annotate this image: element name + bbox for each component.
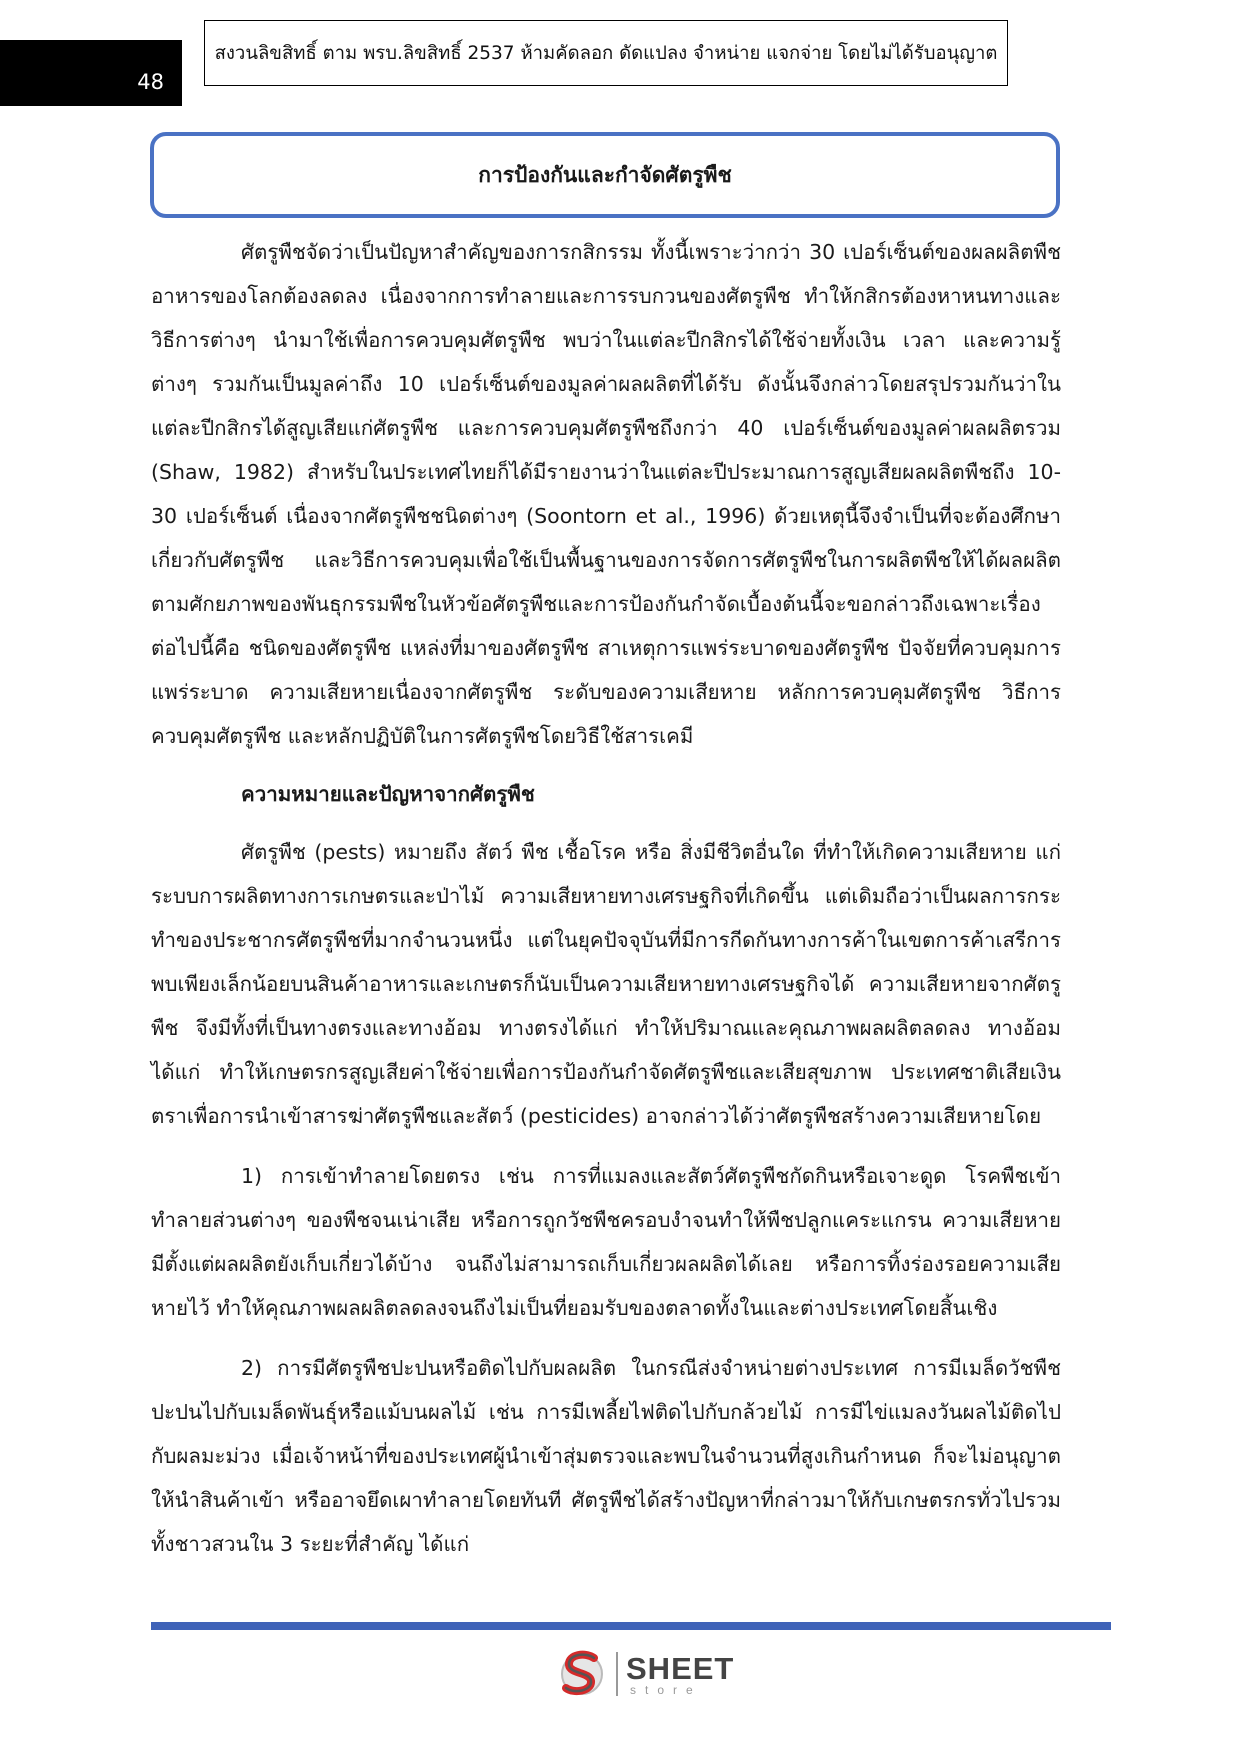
section-heading: ความหมายและปัญหาจากศัตรูพืช xyxy=(241,782,535,806)
logo-divider xyxy=(616,1652,618,1696)
definition-paragraph: ศัตรูพืช (pests) หมายถึง สัตว์ พืช เชื้อโรค หรือ สิ่งมีชีวิตอื่นใด ที่ทำให้เกิดความเสียหาย แก่ระบบการผลิตทางการเกษตรและป่าไม้ ความเสียหายทางเศรษฐกิจที่เกิดขึ้น แต่เดิมถือว่าเป็นผลการกระทำของประชากรศัตรูพืชที่มากจำนวนหนึ่ง แต่ในยุคปัจจุบันที่มีการกีดกันทางการค้าในเขตการค้าเสรีการพบเพียงเล็กน้อยบนสินค้าอาหารและเกษตรก็นับเป็นความเสียหายทางเศรษฐกิจได้ ความเสียหายจากศัตรูพืช จึงมีทั้งที่เป็นทางตรงและทางอ้อม ทางตรงได้แก่ ทำให้ปริมาณและคุณภาพผลผลิตลดลง ทางอ้อมได้แก่ ทำให้เกษตรกรสูญเสียค่าใช้จ่ายเพื่อการป้องกันกำจัดศัตรูพืชและเสียสุขภาพ ประเทศชาติเสียเงินตราเพื่อการนำเข้าสารฆ่าศัตรูพืชและสัตว์ (pesticides) อาจกล่าวได้ว่าศัตรูพืชสร้างความเสียหายโดย xyxy=(151,840,1061,1128)
document-body xyxy=(151,230,1061,1566)
logo-subtitle: store xyxy=(630,1682,702,1697)
copyright-notice: สงวนลิขสิทธิ์ ตาม พรบ.ลิขสิทธิ์ 2537 ห้ามคัดลอก ดัดแปลง จำหน่าย แจกจ่าย โดยไม่ได้รับอนุญาต xyxy=(204,20,1008,86)
list-item: 2) การมีศัตรูพืชปะปนหรือติดไปกับผลผลิต ในกรณีส่งจำหน่ายต่างประเทศ การมีเมล็ดวัชพืชปะปนไปกับเมล็ดพันธุ์หรือแม้บนผลไม้ เช่น การมีเพลี้ยไฟติดไปกับกล้วยไม้ การมีไข่แมลงวันผลไม้ติดไปกับผลมะม่วง เมื่อเจ้าหน้าที่ของประเทศผู้นำเข้าสุ่มตรวจและพบในจำนวนที่สูงเกินกำหนด ก็จะไม่อนุญาตให้นำสินค้าเข้า หรืออาจยึดเผาทำลายโดยทันที ศัตรูพืชได้สร้างปัญหาที่กล่าวมาให้กับเกษตรกรทั่วไปรวมทั้งชาวสวนใน 3 ระยะที่สำคัญ ได้แก่ xyxy=(151,1356,1061,1556)
logo-word: SHEET xyxy=(626,1650,735,1686)
list-item: 1) การเข้าทำลายโดยตรง เช่น การที่แมลงและสัตว์ศัตรูพืชกัดกินหรือเจาะดูด โรคพืชเข้าทำลายส่วนต่างๆ ของพืชจนเน่าเสีย หรือการถูกวัชพืชครอบงำจนทำให้พืชปลูกแคระแกรน ความเสียหายมีตั้งแต่ผลผลิตยังเก็บเกี่ยวได้บ้าง จนถึงไม่สามารถเก็บเกี่ยวผลผลิตได้เลย หรือการทิ้งร่องรอยความเสียหายไว้ ทำให้คุณภาพผลผลิตลดลงจนถึงไม่เป็นที่ยอมรับของตลาดทั้งในและต่างประเทศโดยสิ้นเชิง xyxy=(151,1164,1061,1320)
intro-paragraph: ศัตรูพืชจัดว่าเป็นปัญหาสำคัญของการกสิกรรม ทั้งนี้เพราะว่ากว่า 30 เปอร์เซ็นต์ของผลผลิตพืชอาหารของโลกต้องลดลง เนื่องจากการทำลายและการรบกวนของศัตรูพืช ทำให้กสิกรต้องหาหนทางและวิธีการต่างๆ นำมาใช้เพื่อการควบคุมศัตรูพืช พบว่าในแต่ละปีกสิกรได้ใช้จ่ายทั้งเงิน เวลา และความรู้ต่างๆ รวมกันเป็นมูลค่าถึง 10 เปอร์เซ็นต์ของมูลค่าผลผลิตที่ได้รับ ดังนั้นจึงกล่าวโดยสรุปรวมกันว่าในแต่ละปีกสิกรได้สูญเสียแก่ศัตรูพืช และการควบคุมศัตรูพืชถึงกว่า 40 เปอร์เซ็นต์ของมูลค่าผลผลิตรวม (Shaw, 1982) สำหรับในประเทศไทยก็ได้มีรายงานว่าในแต่ละปีประมาณการสูญเสียผลผลิตพืชถึง 10-30 เปอร์เซ็นต์ เนื่องจากศัตรูพืชชนิดต่างๆ (Soontorn et al., 1996) ด้วยเหตุนี้จึงจำเป็นที่จะต้องศึกษาเกี่ยวกับศัตรูพืช และวิธีการควบคุมเพื่อใช้เป็นพื้นฐานของการจัดการศัตรูพืชในการผลิตพืชให้ได้ผลผลิตตามศักยภาพของพันธุกรรมพืชในหัวข้อศัตรูพืชและการป้องกันกำจัดเบื้องต้นนี้จะขอกล่าวถึงเฉพาะเรื่องต่อไปนี้คือ ชนิดของศัตรูพืช แหล่งที่มาของศัตรูพืช สาเหตุการแพร่ระบาดของศัตรูพืช ปัจจัยที่ควบคุมการแพร่ระบาด ความเสียหายเนื่องจากศัตรูพืช ระดับของความเสียหาย หลักการควบคุมศัตรูพืช วิธีการควบคุมศัตรูพืช และหลักปฏิบัติในการศัตรูพืชโดยวิธีใช้สารเคมี xyxy=(151,240,1061,748)
footer-rule xyxy=(151,1622,1111,1630)
page-number: 48 xyxy=(137,70,164,94)
sheet-store-logo-icon xyxy=(556,1646,608,1702)
page-title: การป้องกันและกำจัดศัตรูพืช xyxy=(150,132,1060,218)
page-number-box xyxy=(0,40,182,106)
sheet-store-logo xyxy=(556,1644,734,1704)
